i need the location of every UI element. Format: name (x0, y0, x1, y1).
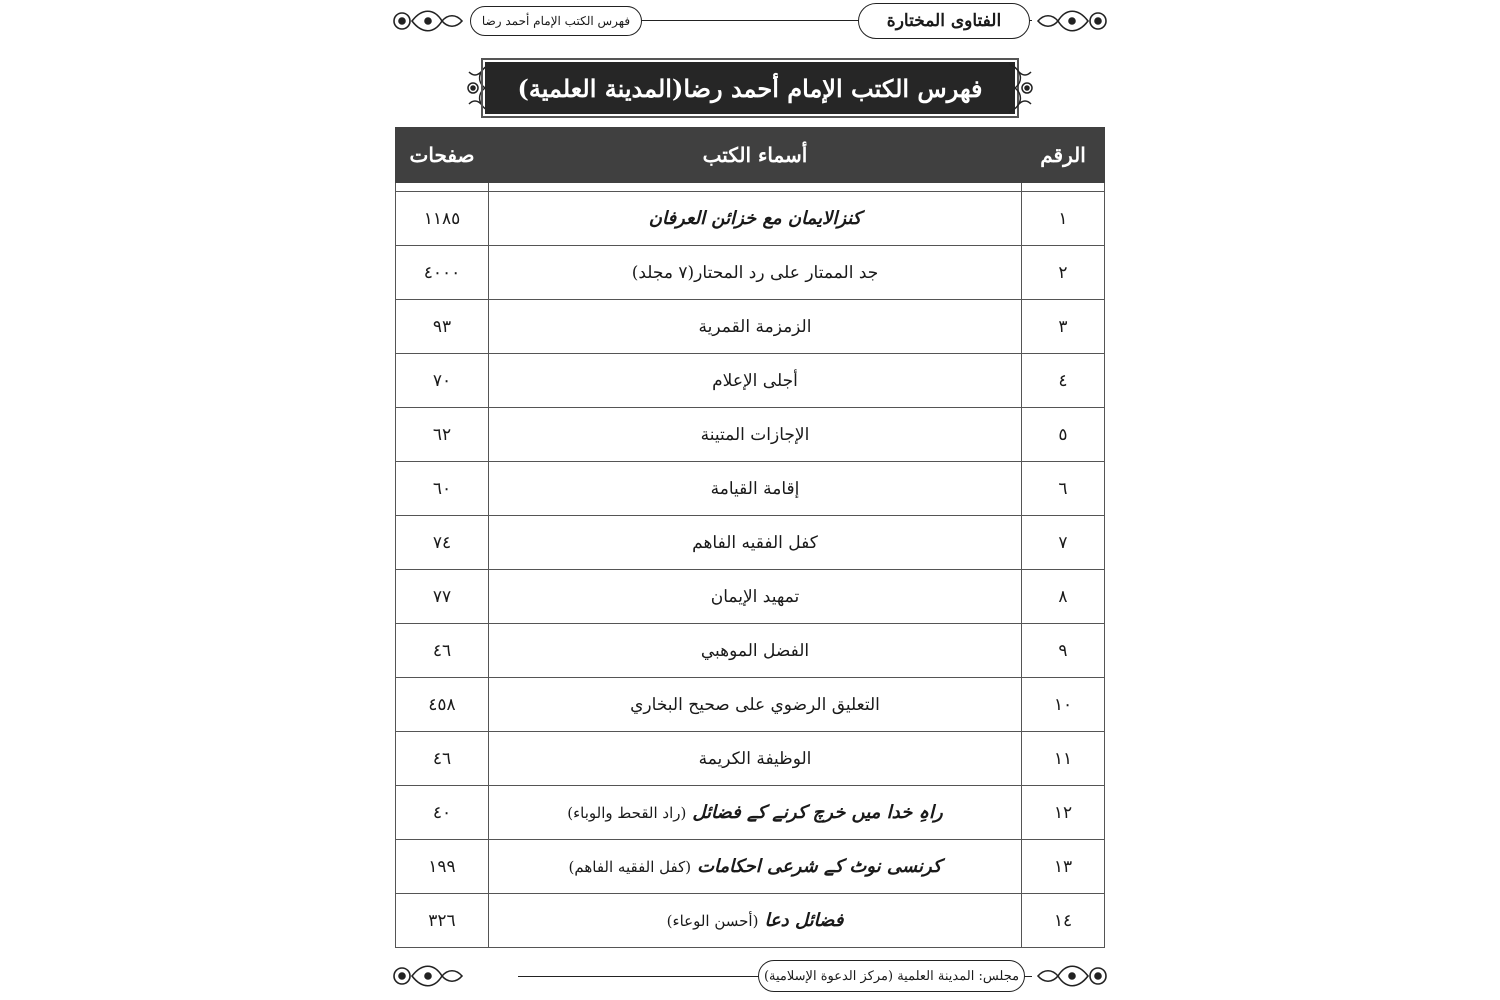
book-name-cell (489, 786, 1022, 840)
book-name: کرنسی نوٹ کے شرعی احکامات (697, 856, 942, 877)
table-row (396, 732, 1105, 786)
book-name-note: (أحسن الوعاء) (666, 912, 759, 930)
row-pages: ٩٣ (396, 300, 489, 354)
row-number: ٦ (1022, 462, 1105, 516)
book-name-cell (489, 462, 1022, 516)
book-name: الزمزمة القمرية (698, 316, 812, 337)
books-index-table (395, 127, 1105, 948)
book-name-cell (489, 192, 1022, 246)
floral-ornament-icon (1032, 2, 1112, 40)
book-title-pill: الفتاوى المختارة (858, 3, 1030, 39)
book-name-cell (489, 840, 1022, 894)
table-row (396, 408, 1105, 462)
row-pages: ٣٢٦ (396, 894, 489, 948)
book-name: كفل الفقيه الفاهم (692, 532, 818, 553)
table-row (396, 462, 1105, 516)
book-name-cell (489, 624, 1022, 678)
row-pages: ٤٦ (396, 732, 489, 786)
book-name-cell (489, 570, 1022, 624)
banner-title: فهرس الكتب الإمام أحمد رضا(المدينة العلمية) (517, 73, 983, 103)
book-name-cell (489, 678, 1022, 732)
book-name: تمهيد الإيمان (710, 586, 800, 607)
book-name: راہِ خدا میں خرچ کرنے کے فضائل (692, 802, 943, 823)
row-pages: ٦٠ (396, 462, 489, 516)
row-pages: ٤٦ (396, 624, 489, 678)
row-pages: ١٩٩ (396, 840, 489, 894)
row-pages: ٧٧ (396, 570, 489, 624)
header-book-names: أسماء الكتب (489, 128, 1022, 183)
book-name: جد الممتار على رد المحتار(٧ مجلد) (631, 262, 879, 283)
row-number: ١٢ (1022, 786, 1105, 840)
table-row (396, 840, 1105, 894)
header-number: الرقم (1022, 128, 1105, 183)
book-name: الإجازات المتينة (700, 424, 810, 445)
book-name-cell (489, 246, 1022, 300)
floral-ornament-icon (388, 957, 468, 995)
book-name: إقامة القيامة (710, 478, 800, 499)
row-number: ٢ (1022, 246, 1105, 300)
table-header-row (396, 128, 1105, 183)
page-footer (388, 956, 1112, 996)
book-name-note: (كفل الفقيه الفاهم) (568, 858, 692, 876)
row-number: ١٣ (1022, 840, 1105, 894)
book-name-cell (489, 354, 1022, 408)
row-pages: ٧٠ (396, 354, 489, 408)
book-name-cell (489, 516, 1022, 570)
table-row (396, 894, 1105, 948)
row-pages: ٧٤ (396, 516, 489, 570)
table-row (396, 192, 1105, 246)
table-row (396, 300, 1105, 354)
book-name-cell (489, 894, 1022, 948)
row-number: ٩ (1022, 624, 1105, 678)
row-number: ٧ (1022, 516, 1105, 570)
table-row (396, 354, 1105, 408)
table-row (396, 624, 1105, 678)
table-row (396, 570, 1105, 624)
book-name: کنزالایمان مع خزائن العرفان (648, 208, 862, 229)
row-pages: ٦٢ (396, 408, 489, 462)
book-name: الوظيفة الكريمة (698, 748, 812, 769)
table-row (396, 678, 1105, 732)
row-number: ١٠ (1022, 678, 1105, 732)
row-number: ٤ (1022, 354, 1105, 408)
table-row (396, 516, 1105, 570)
floral-ornament-icon (1032, 957, 1112, 995)
row-number: ٨ (1022, 570, 1105, 624)
book-name: أجلى الإعلام (712, 370, 798, 391)
row-pages: ١١٨٥ (396, 192, 489, 246)
page-header (388, 0, 1112, 44)
book-name-cell (489, 408, 1022, 462)
floral-ornament-icon (388, 2, 468, 40)
book-name: الفضل الموهبي (700, 640, 810, 661)
row-pages: ٤٠٠٠ (396, 246, 489, 300)
row-number: ٣ (1022, 300, 1105, 354)
table-row (396, 786, 1105, 840)
title-banner (463, 60, 1037, 116)
book-name: فضائل دعا (764, 910, 844, 931)
section-title-pill: فهرس الكتب الإمام أحمد رضا (470, 6, 642, 36)
book-name-note: (راد القحط والوباء) (567, 804, 687, 822)
row-pages: ٤٥٨ (396, 678, 489, 732)
row-number: ١٤ (1022, 894, 1105, 948)
publisher-pill: مجلس: المدينة العلمية (مركز الدعوة الإسلامية) (758, 960, 1025, 992)
book-name-cell (489, 300, 1022, 354)
book-name: التعليق الرضوي على صحيح البخاري (630, 694, 880, 715)
table-spacer (396, 183, 1105, 192)
book-name-cell (489, 732, 1022, 786)
header-pages: صفحات (396, 128, 489, 183)
row-number: ١ (1022, 192, 1105, 246)
row-number: ١١ (1022, 732, 1105, 786)
table-body (396, 183, 1105, 948)
table-row (396, 246, 1105, 300)
row-pages: ٤٠ (396, 786, 489, 840)
banner-ornament-icon (1007, 60, 1037, 116)
row-number: ٥ (1022, 408, 1105, 462)
